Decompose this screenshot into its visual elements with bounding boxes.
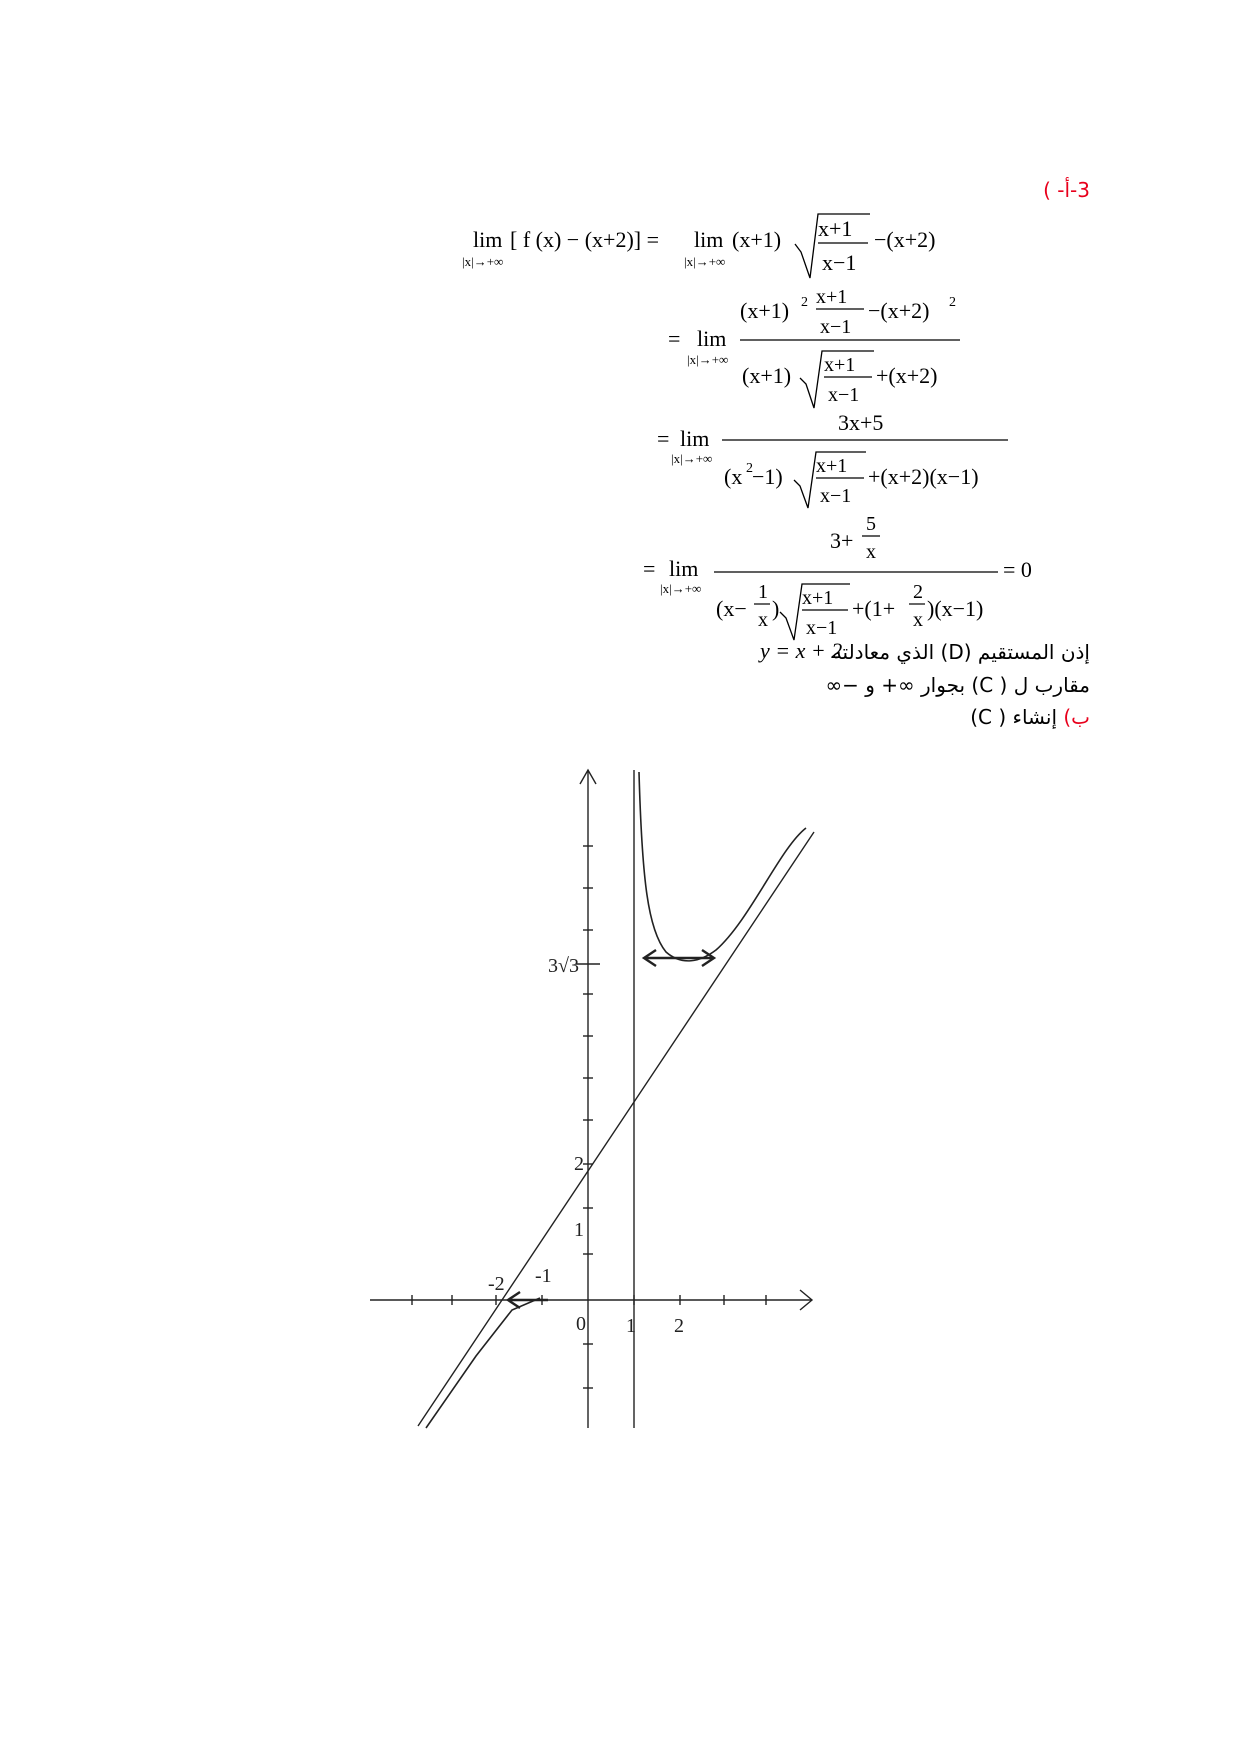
x-label-minus-2: -2 [488, 1273, 505, 1295]
eq4-den-frac-den: x [758, 609, 768, 631]
lim-word: lim [680, 426, 710, 451]
part-b-label: ب) [1063, 705, 1090, 729]
eq4-den-tail-pre: +(1+ [852, 596, 896, 621]
equals-sign: = [668, 326, 681, 351]
equals-sign: = [643, 556, 656, 581]
eq2-den-pre: (x+1) [742, 363, 792, 388]
eq3-den-tail: +(x+2)(x−1) [868, 464, 979, 489]
lim-subscript: |x|→+∞ [684, 254, 726, 269]
lim-word: lim [694, 227, 724, 252]
x-label-2: 2 [674, 1315, 684, 1337]
part-b-text: إنشاء ( C) [970, 705, 1057, 729]
lim-word: lim [697, 326, 727, 351]
eq4-num-frac-den: x [866, 541, 876, 563]
curve-branch-left [426, 1298, 540, 1428]
eq2-den-tail: +(x+2) [876, 363, 938, 388]
eq4-num-frac-num: 5 [866, 513, 876, 535]
eq4-den-tail-post: )(x−1) [927, 596, 984, 621]
eq2-num-mid: −(x+2) [868, 298, 930, 323]
frac-num: x+1 [802, 587, 834, 609]
frac-num: x+1 [818, 216, 853, 241]
eq3-den-sup: 2 [746, 461, 753, 476]
equals-sign: = [657, 426, 670, 451]
frac-den: x−1 [822, 250, 857, 275]
line1-lhs: [ f (x) − (x+2)] = [510, 227, 660, 252]
oblique-asymptote [418, 832, 814, 1426]
frac-num: x+1 [816, 286, 848, 308]
eq2-num-sup2: 2 [949, 295, 956, 310]
frac-num: x+1 [824, 354, 856, 376]
eq3-den-pre: (x [724, 464, 743, 489]
section-heading: 3-أ- ) [1043, 178, 1090, 202]
y-label-1: 1 [574, 1219, 584, 1241]
lim-subscript: |x|→+∞ [687, 352, 729, 367]
y-label-3sqrt3: 3√3 [548, 955, 579, 977]
eq4-den-tail-frac-den: x [913, 609, 923, 631]
lim-subscript: |x|→+∞ [660, 581, 702, 596]
eq4-den-tail-frac-num: 2 [913, 581, 923, 603]
frac-num: x+1 [816, 455, 848, 477]
lim-word: lim [669, 556, 699, 581]
curve-branch-right [639, 772, 806, 961]
eq3-num: 3x+5 [838, 410, 884, 435]
y-label-2: 2 [574, 1153, 584, 1175]
x-label-0: 0 [576, 1313, 586, 1335]
lim-subscript: |x|→+∞ [462, 254, 504, 269]
x-label-1: 1 [626, 1315, 636, 1337]
eq2-num-pre: (x+1) [740, 298, 790, 323]
eq4-den-frac-num: 1 [758, 581, 768, 603]
line1-rhs-pre: (x+1) [732, 227, 782, 252]
lim-subscript: |x|→+∞ [671, 451, 713, 466]
x-label-minus-1: -1 [535, 1265, 552, 1287]
eq4-num-pre: 3+ [830, 528, 854, 553]
frac-den: x−1 [820, 485, 852, 507]
frac-den: x−1 [828, 384, 860, 406]
lim-word: lim [473, 227, 503, 252]
line1-tail: −(x+2) [874, 227, 936, 252]
eq2-num-sup: 2 [801, 295, 808, 310]
eq4-den-pre: (x− [716, 596, 747, 621]
eq4-result: = 0 [1003, 557, 1032, 582]
frac-den: x−1 [806, 617, 838, 639]
frac-den: x−1 [820, 316, 852, 338]
conclusion-line-2: مقارب ل ( C) بجوار ∞+ و −∞ [825, 673, 1090, 697]
eq4-den-mid: ) [772, 596, 780, 621]
eq3-den-pre2: −1) [752, 464, 783, 489]
equation-D: y = x + 2 [760, 638, 843, 663]
conclusion-text-1: إذن المستقيم (D) الذي معادلته [831, 640, 1090, 664]
